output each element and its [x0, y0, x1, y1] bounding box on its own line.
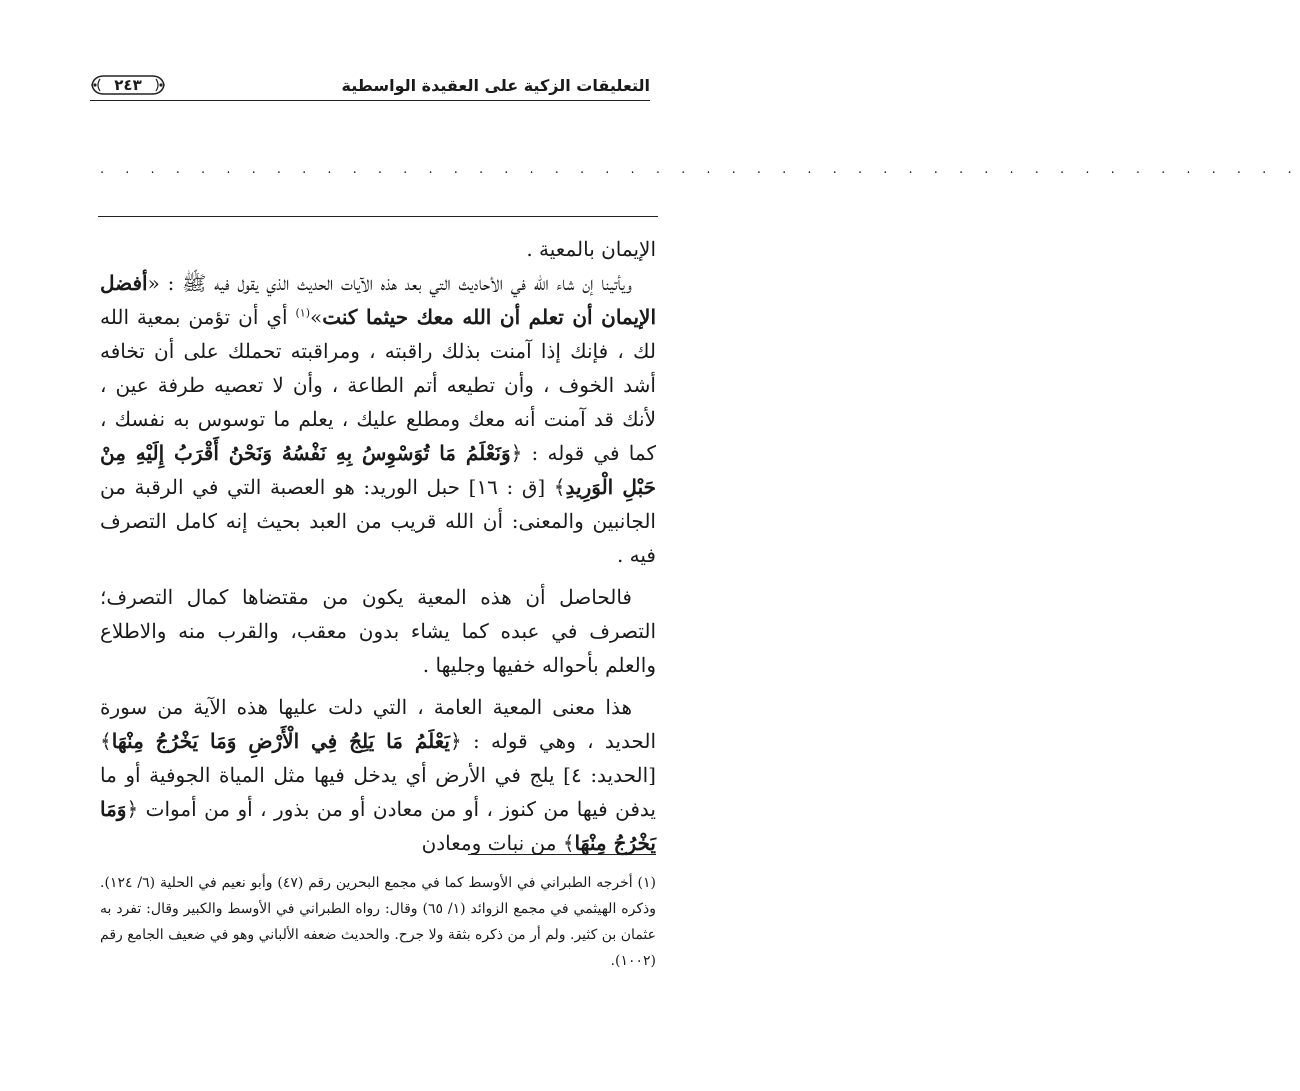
page-header — [90, 70, 650, 101]
page-number-text: ٢٤٣ — [114, 76, 142, 94]
quran-verse: وَمَا يَخْرُجُ مِنْهَا — [100, 797, 656, 855]
main-text — [100, 232, 656, 860]
hadith-text: أفضل الإيمان أن تعلم أن الله معك حيثما كنت — [100, 271, 657, 329]
dot-leader: . . . . . . . . . . . . . . . . . . . . . . . . . . . . . . . . . . . . . . . . . . . . . . . . — [100, 162, 1300, 177]
footnotes — [100, 870, 656, 974]
quran-verse: وَنَعْلَمُ مَا تُوَسْوِسُ بِهِ نَفْسُهُ وَنَحْنُ أَقْرَبُ إِلَيْهِ مِنْ حَبْلِ الْوَرِيدِ — [100, 441, 656, 499]
paragraph-3: فالحاصل أن هذه المعية يكون من مقتضاها كمال التصرف؛ التصرف في عبده كما يشاء بدون معقب، والقرب منه والاطلاع والعلم بأحواله خفيها وجليها . — [100, 585, 657, 677]
section-rule — [98, 216, 658, 217]
paragraph-2: ويأتينا إن شاء الله في الأحاديث التي بعد هذه الآيات الحديث الذي يقول فيه ﷺ : «أفضل الإيمان أن تعلم أن الله معك حيثما كنت»$^{(١)}$ أي أن تؤمن بمعية الله لك ، فإنك إذا آمنت بذلك راقبته ، ومراقبته تحملك على أن تخافه أشد الخوف ، وأن تطيعه أتم الطاعة ، وأن لا تعصيه طرفة عين ، لأنك قد آمنت أنه معك ومطلع عليك ، يعلم ما توسوس به نفسك ، كما في قوله : ﴿وَنَعْلَمُ مَا تُوَسْوِسُ بِهِ نَفْسُهُ وَنَحْنُ أَقْرَبُ إِلَيْهِ مِنْ حَبْلِ الْوَرِيدِ﴾ [ق : ١٦] حبل الوريد: هو العصبة التي في الرقبة من الجانبين والمعنى: أن الله قريب من العبد بحيث إنه كامل التصرف فيه . — [100, 271, 657, 567]
footnote-ref-1[interactable]: (١) — [295, 306, 310, 320]
quran-verse: يَعْلَمُ مَا يَلِجُ فِي الْأَرْضِ وَمَا يَخْرُجُ مِنْهَا — [111, 729, 450, 753]
footnote-separator — [468, 854, 656, 855]
paragraph-4: هذا معنى المعية العامة ، التي دلت عليها هذه الآية من سورة الحديد ، وهي قوله : ﴿يَعْلَمُ مَا يَلِجُ فِي الْأَرْضِ وَمَا يَخْرُجُ مِنْهَا﴾ [الحديد: ٤] يلج في الأرض أي يدخل فيها مثل المياة الجوفية أو ما يدفن فيها من كنوز ، أو من معادن أو من بذور ، أو من أموات ﴿وَمَا يَخْرُجُ مِنْهَا﴾ من نبات ومعادن — [100, 695, 656, 855]
paragraph-1: الإيمان بالمعية . — [526, 237, 656, 261]
footnote-1: (١) أخرجه الطبراني في الأوسط كما في مجمع البحرين رقم (٤٧) وأبو نعيم في الحلية (٦/ ١٢٤). وذكره الهيثمي في مجمع الزوائد (١/ ٦٥) وقال: رواه الطبراني في الأوسط والكبير وقال: تفرد به عثمان بن كثير. ولم أر من ذكره بثقة ولا جرح. والحديث ضعفه الألباني وهو في ضعيف الجامع رقم (١٠٠٢). — [100, 875, 656, 969]
running-title: التعليقات الزكية على العقيدة الواسطية — [341, 76, 650, 95]
page-number-ornament — [90, 72, 166, 98]
